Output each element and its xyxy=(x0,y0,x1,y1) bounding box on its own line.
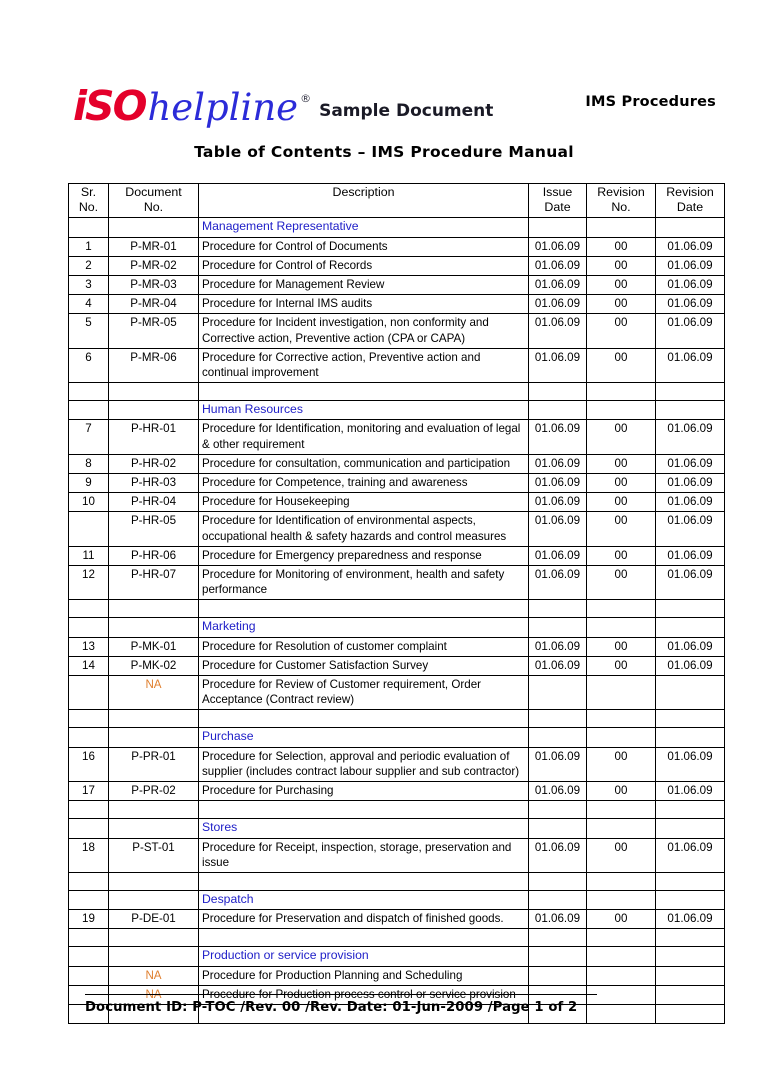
table-header xyxy=(69,184,725,218)
cell-revision-no: 00 xyxy=(587,256,656,275)
empty-cell xyxy=(656,600,725,618)
table-spacer-row xyxy=(69,383,725,401)
empty-cell xyxy=(587,728,656,747)
empty-cell xyxy=(109,618,199,637)
column-header-revision-no-line1: Revision xyxy=(597,185,645,199)
cell-description: Procedure for Preservation and dispatch of finished goods. xyxy=(199,910,529,929)
empty-cell xyxy=(109,929,199,947)
document-footer xyxy=(85,994,605,1015)
cell-document-no: P-HR-03 xyxy=(109,474,199,493)
table-spacer-row xyxy=(69,710,725,728)
empty-cell xyxy=(656,383,725,401)
cell-issue-date: 01.06.09 xyxy=(529,295,587,314)
empty-cell xyxy=(109,819,199,838)
cell-sr-no: 9 xyxy=(69,474,109,493)
empty-cell xyxy=(656,1004,725,1023)
empty-cell xyxy=(587,218,656,237)
empty-cell xyxy=(587,819,656,838)
empty-cell xyxy=(199,710,529,728)
empty-cell xyxy=(199,929,529,947)
cell-description: Procedure for Production Planning and Scheduling xyxy=(199,966,529,985)
column-header-document-no xyxy=(109,184,199,218)
table-row xyxy=(69,493,725,512)
cell-revision-date: 01.06.09 xyxy=(656,910,725,929)
table-row xyxy=(69,420,725,454)
cell-revision-date: 01.06.09 xyxy=(656,348,725,382)
isohelpline-logo xyxy=(73,82,493,130)
cell-description: Procedure for Receipt, inspection, storage, preservation and issue xyxy=(199,838,529,872)
cell-revision-date: 01.06.09 xyxy=(656,256,725,275)
sample-document-label: Sample Document xyxy=(319,101,494,121)
column-header-revision-no xyxy=(587,184,656,218)
cell-revision-date: 01.06.09 xyxy=(656,656,725,675)
logo-helpline-text: helpline xyxy=(147,86,299,129)
cell-description: Procedure for Control of Records xyxy=(199,256,529,275)
cell-issue-date: 01.06.09 xyxy=(529,237,587,256)
table-of-contents-wrapper xyxy=(68,183,725,1024)
empty-cell xyxy=(529,710,587,728)
column-header-revision-date-line1: Revision xyxy=(666,185,714,199)
cell-revision-date: 01.06.09 xyxy=(656,237,725,256)
cell-issue-date: 01.06.09 xyxy=(529,838,587,872)
table-row xyxy=(69,782,725,801)
table-section-row xyxy=(69,401,725,420)
empty-cell xyxy=(69,218,109,237)
empty-cell xyxy=(656,890,725,909)
empty-cell xyxy=(529,600,587,618)
empty-cell xyxy=(656,728,725,747)
section-heading: Human Resources xyxy=(199,401,529,420)
cell-revision-no: 00 xyxy=(587,454,656,473)
cell-description: Procedure for Incident investigation, non conformity and Corrective action, Preventive action (CPA or CAPA) xyxy=(199,314,529,348)
empty-cell xyxy=(529,890,587,909)
cell-description: Procedure for Control of Documents xyxy=(199,237,529,256)
empty-cell xyxy=(587,929,656,947)
cell-document-no: P-MR-05 xyxy=(109,314,199,348)
cell-issue-date xyxy=(529,966,587,985)
cell-issue-date: 01.06.09 xyxy=(529,420,587,454)
table-row xyxy=(69,474,725,493)
table-row xyxy=(69,838,725,872)
cell-sr-no: 2 xyxy=(69,256,109,275)
empty-cell xyxy=(69,710,109,728)
empty-cell xyxy=(109,383,199,401)
cell-sr-no: 19 xyxy=(69,910,109,929)
empty-cell xyxy=(656,947,725,966)
cell-revision-date: 01.06.09 xyxy=(656,566,725,600)
column-header-sr-no-line1: Sr. xyxy=(80,185,97,199)
cell-document-no: NA xyxy=(109,985,199,1004)
cell-revision-no: 00 xyxy=(587,474,656,493)
empty-cell xyxy=(529,383,587,401)
empty-cell xyxy=(529,401,587,420)
cell-description: Procedure for Identification, monitoring and evaluation of legal & other requirement xyxy=(199,420,529,454)
empty-cell xyxy=(529,819,587,838)
empty-cell xyxy=(109,890,199,909)
table-row xyxy=(69,676,725,710)
empty-cell xyxy=(529,218,587,237)
cell-revision-no: 00 xyxy=(587,295,656,314)
cell-issue-date: 01.06.09 xyxy=(529,546,587,565)
cell-sr-no: 10 xyxy=(69,493,109,512)
cell-sr-no: 11 xyxy=(69,546,109,565)
table-row xyxy=(69,566,725,600)
cell-sr-no: 14 xyxy=(69,656,109,675)
empty-cell xyxy=(69,728,109,747)
cell-sr-no: 16 xyxy=(69,747,109,781)
cell-revision-date xyxy=(656,966,725,985)
cell-issue-date: 01.06.09 xyxy=(529,474,587,493)
cell-issue-date: 01.06.09 xyxy=(529,910,587,929)
table-row xyxy=(69,512,725,546)
cell-revision-no: 00 xyxy=(587,910,656,929)
empty-cell xyxy=(656,618,725,637)
empty-cell xyxy=(587,618,656,637)
registered-trademark-icon: ® xyxy=(300,91,312,105)
cell-description: Procedure for Purchasing xyxy=(199,782,529,801)
column-header-sr-no xyxy=(69,184,109,218)
table-body xyxy=(69,218,725,1024)
empty-cell xyxy=(587,947,656,966)
empty-cell xyxy=(69,947,109,966)
cell-document-no: P-MK-02 xyxy=(109,656,199,675)
empty-cell xyxy=(199,600,529,618)
column-header-issue-date-line2: Date xyxy=(544,200,571,215)
column-header-document-no-line1: Document xyxy=(125,185,182,199)
cell-sr-no: 6 xyxy=(69,348,109,382)
empty-cell xyxy=(529,801,587,819)
cell-issue-date: 01.06.09 xyxy=(529,512,587,546)
cell-description: Procedure for Selection, approval and periodic evaluation of supplier (includes contract labour supplier and sub contractor) xyxy=(199,747,529,781)
cell-sr-no: 7 xyxy=(69,420,109,454)
empty-cell xyxy=(587,401,656,420)
table-section-row xyxy=(69,819,725,838)
cell-revision-date: 01.06.09 xyxy=(656,474,725,493)
cell-revision-no: 00 xyxy=(587,656,656,675)
section-heading: Stores xyxy=(199,819,529,838)
cell-issue-date: 01.06.09 xyxy=(529,454,587,473)
page-title: Table of Contents – IMS Procedure Manual xyxy=(194,143,574,161)
empty-cell xyxy=(109,872,199,890)
cell-issue-date: 01.06.09 xyxy=(529,782,587,801)
empty-cell xyxy=(587,383,656,401)
table-section-row xyxy=(69,618,725,637)
cell-revision-date: 01.06.09 xyxy=(656,747,725,781)
cell-revision-date: 01.06.09 xyxy=(656,546,725,565)
empty-cell xyxy=(109,801,199,819)
section-heading: Despatch xyxy=(199,890,529,909)
cell-document-no: P-HR-05 xyxy=(109,512,199,546)
empty-cell xyxy=(656,929,725,947)
empty-cell xyxy=(656,710,725,728)
cell-sr-no: 3 xyxy=(69,276,109,295)
cell-document-no: P-HR-04 xyxy=(109,493,199,512)
empty-cell xyxy=(109,947,199,966)
table-row xyxy=(69,747,725,781)
cell-sr-no: 4 xyxy=(69,295,109,314)
cell-description: Procedure for Emergency preparedness and response xyxy=(199,546,529,565)
column-header-issue-date xyxy=(529,184,587,218)
cell-document-no: NA xyxy=(109,676,199,710)
cell-document-no: P-PR-02 xyxy=(109,782,199,801)
cell-revision-no: 00 xyxy=(587,838,656,872)
empty-cell xyxy=(69,383,109,401)
cell-revision-date: 01.06.09 xyxy=(656,295,725,314)
cell-document-no: P-PR-01 xyxy=(109,747,199,781)
empty-cell xyxy=(69,618,109,637)
cell-revision-no: 00 xyxy=(587,314,656,348)
cell-issue-date: 01.06.09 xyxy=(529,314,587,348)
empty-cell xyxy=(587,872,656,890)
cell-revision-date xyxy=(656,676,725,710)
cell-document-no: P-MK-01 xyxy=(109,637,199,656)
cell-issue-date: 01.06.09 xyxy=(529,493,587,512)
table-section-row xyxy=(69,728,725,747)
cell-revision-no: 00 xyxy=(587,493,656,512)
cell-revision-date: 01.06.09 xyxy=(656,314,725,348)
cell-revision-no: 00 xyxy=(587,348,656,382)
cell-revision-no: 00 xyxy=(587,546,656,565)
cell-description: Procedure for Review of Customer requirement, Order Acceptance (Contract review) xyxy=(199,676,529,710)
cell-revision-date: 01.06.09 xyxy=(656,493,725,512)
footer-divider xyxy=(85,994,597,995)
empty-cell xyxy=(109,710,199,728)
cell-revision-no: 00 xyxy=(587,637,656,656)
cell-description: Procedure for Competence, training and awareness xyxy=(199,474,529,493)
column-header-revision-no-line2: No. xyxy=(611,200,631,215)
table-of-contents xyxy=(68,183,725,1024)
cell-sr-no xyxy=(69,676,109,710)
empty-cell xyxy=(529,929,587,947)
cell-document-no: P-HR-02 xyxy=(109,454,199,473)
cell-sr-no: 18 xyxy=(69,838,109,872)
cell-description: Procedure for Resolution of customer complaint xyxy=(199,637,529,656)
cell-sr-no: 13 xyxy=(69,637,109,656)
cell-issue-date: 01.06.09 xyxy=(529,656,587,675)
empty-cell xyxy=(109,728,199,747)
empty-cell xyxy=(199,872,529,890)
table-section-row xyxy=(69,218,725,237)
section-heading: Purchase xyxy=(199,728,529,747)
cell-description: Procedure for Corrective action, Preventive action and continual improvement xyxy=(199,348,529,382)
empty-cell xyxy=(587,600,656,618)
empty-cell xyxy=(109,218,199,237)
cell-sr-no: 8 xyxy=(69,454,109,473)
cell-description: Procedure for Monitoring of environment, health and safety performance xyxy=(199,566,529,600)
table-row xyxy=(69,256,725,275)
cell-sr-no xyxy=(69,512,109,546)
table-spacer-row xyxy=(69,600,725,618)
cell-description: Procedure for consultation, communication and participation xyxy=(199,454,529,473)
cell-description: Procedure for Production process control or service provision xyxy=(199,985,529,1004)
cell-revision-no: 00 xyxy=(587,276,656,295)
cell-revision-no: 00 xyxy=(587,566,656,600)
table-row xyxy=(69,314,725,348)
empty-cell xyxy=(587,801,656,819)
cell-revision-date: 01.06.09 xyxy=(656,637,725,656)
table-spacer-row xyxy=(69,801,725,819)
cell-description: Procedure for Management Review xyxy=(199,276,529,295)
cell-document-no: P-HR-01 xyxy=(109,420,199,454)
table-row xyxy=(69,295,725,314)
table-row xyxy=(69,454,725,473)
column-header-revision-date-line2: Date xyxy=(676,200,704,215)
cell-sr-no: 5 xyxy=(69,314,109,348)
table-row xyxy=(69,656,725,675)
cell-document-no: P-DE-01 xyxy=(109,910,199,929)
cell-issue-date: 01.06.09 xyxy=(529,747,587,781)
cell-description: Procedure for Customer Satisfaction Survey xyxy=(199,656,529,675)
cell-revision-date: 01.06.09 xyxy=(656,420,725,454)
empty-cell xyxy=(69,819,109,838)
cell-revision-date: 01.06.09 xyxy=(656,838,725,872)
cell-revision-date: 01.06.09 xyxy=(656,512,725,546)
cell-document-no: P-MR-01 xyxy=(109,237,199,256)
column-header-issue-date-line1: Issue xyxy=(542,185,573,199)
cell-revision-date: 01.06.09 xyxy=(656,782,725,801)
cell-revision-date: 01.06.09 xyxy=(656,454,725,473)
table-spacer-row xyxy=(69,929,725,947)
logo-iso-text: iSO xyxy=(73,82,146,130)
column-header-sr-no-line2: No. xyxy=(78,200,99,215)
cell-revision-no: 00 xyxy=(587,512,656,546)
footer-document-id: Document ID: P-TOC /Rev. 00 /Rev. Date: 01-Jun-2009 /Page 1 of 2 xyxy=(85,1000,578,1015)
empty-cell xyxy=(529,618,587,637)
cell-issue-date: 01.06.09 xyxy=(529,276,587,295)
empty-cell xyxy=(529,947,587,966)
table-row xyxy=(69,910,725,929)
cell-document-no: P-MR-02 xyxy=(109,256,199,275)
empty-cell xyxy=(69,600,109,618)
table-row xyxy=(69,546,725,565)
cell-sr-no: 12 xyxy=(69,566,109,600)
cell-revision-date xyxy=(656,985,725,1004)
cell-revision-no xyxy=(587,966,656,985)
table-row xyxy=(69,966,725,985)
cell-revision-no: 00 xyxy=(587,420,656,454)
cell-document-no: NA xyxy=(109,966,199,985)
table-row xyxy=(69,348,725,382)
cell-revision-no xyxy=(587,676,656,710)
cell-issue-date: 01.06.09 xyxy=(529,256,587,275)
empty-cell xyxy=(69,890,109,909)
cell-sr-no xyxy=(69,966,109,985)
table-row xyxy=(69,276,725,295)
table-section-row xyxy=(69,890,725,909)
cell-revision-date: 01.06.09 xyxy=(656,276,725,295)
section-heading: Marketing xyxy=(199,618,529,637)
column-header-description: Description xyxy=(199,184,529,218)
table-section-row xyxy=(69,947,725,966)
empty-cell xyxy=(69,401,109,420)
empty-cell xyxy=(529,728,587,747)
empty-cell xyxy=(69,872,109,890)
column-header-revision-date xyxy=(656,184,725,218)
cell-document-no: P-MR-06 xyxy=(109,348,199,382)
cell-issue-date: 01.06.09 xyxy=(529,637,587,656)
cell-revision-no: 00 xyxy=(587,747,656,781)
table-spacer-row xyxy=(69,872,725,890)
empty-cell xyxy=(69,801,109,819)
empty-cell xyxy=(199,383,529,401)
cell-sr-no: 1 xyxy=(69,237,109,256)
cell-description: Procedure for Housekeeping xyxy=(199,493,529,512)
empty-cell xyxy=(656,872,725,890)
cell-issue-date: 01.06.09 xyxy=(529,566,587,600)
cell-sr-no: 17 xyxy=(69,782,109,801)
column-header-document-no-line2: No. xyxy=(143,200,164,215)
section-heading: Production or service provision xyxy=(199,947,529,966)
empty-cell xyxy=(199,801,529,819)
header-title: IMS Procedures xyxy=(585,94,716,110)
cell-issue-date xyxy=(529,676,587,710)
empty-cell xyxy=(587,890,656,909)
document-header xyxy=(68,82,724,134)
section-heading: Management Representative xyxy=(199,218,529,237)
empty-cell xyxy=(69,929,109,947)
table-header-row xyxy=(69,184,725,218)
cell-document-no: P-HR-07 xyxy=(109,566,199,600)
cell-revision-no: 00 xyxy=(587,782,656,801)
empty-cell xyxy=(529,872,587,890)
cell-revision-no: 00 xyxy=(587,237,656,256)
table-row xyxy=(69,637,725,656)
empty-cell xyxy=(656,801,725,819)
cell-document-no: P-HR-06 xyxy=(109,546,199,565)
empty-cell xyxy=(109,600,199,618)
empty-cell xyxy=(109,401,199,420)
cell-issue-date: 01.06.09 xyxy=(529,348,587,382)
empty-cell xyxy=(587,710,656,728)
cell-document-no: P-ST-01 xyxy=(109,838,199,872)
cell-description: Procedure for Internal IMS audits xyxy=(199,295,529,314)
empty-cell xyxy=(656,819,725,838)
empty-cell xyxy=(656,401,725,420)
cell-document-no: P-MR-04 xyxy=(109,295,199,314)
cell-document-no: P-MR-03 xyxy=(109,276,199,295)
empty-cell xyxy=(656,218,725,237)
table-row xyxy=(69,237,725,256)
cell-description: Procedure for Identification of environmental aspects, occupational health & safety hazards and control measures xyxy=(199,512,529,546)
